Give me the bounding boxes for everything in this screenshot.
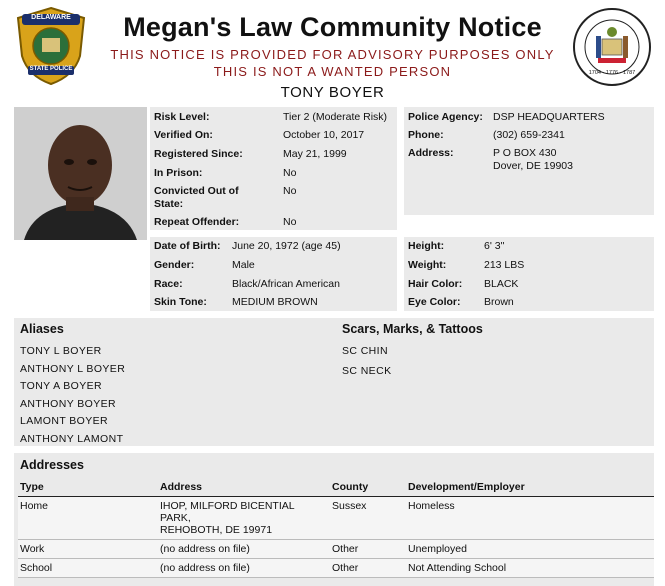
scars-heading: Scars, Marks, & Tattoos (342, 322, 483, 336)
not-wanted-notice: THIS IS NOT A WANTED PERSON (213, 64, 452, 79)
agency-value: DSP HEADQUARTERS (493, 111, 605, 123)
alias-item: ANTHONY LAMONT (20, 432, 124, 445)
in-prison-label: In Prison: (154, 167, 203, 179)
race-label: Race: (154, 278, 183, 290)
convicted-value: No (283, 185, 297, 197)
agency-label: Police Agency: (408, 111, 483, 123)
repeat-value: No (283, 216, 297, 228)
table-row (18, 497, 654, 540)
convicted-label-line2: State: (154, 198, 184, 210)
gender-value: Male (232, 259, 255, 271)
race-value: Black/African American (232, 278, 340, 290)
advisory-notice: THIS NOTICE IS PROVIDED FOR ADVISORY PURPOSES ONLY (110, 47, 555, 62)
skin-value: MEDIUM BROWN (232, 296, 318, 308)
registered-value: May 21, 1999 (283, 148, 347, 160)
aliases-heading: Aliases (20, 322, 64, 336)
address-cell (158, 497, 330, 540)
scar-item: SC CHIN (342, 345, 388, 357)
phone-label: Phone: (408, 129, 444, 141)
addresses-header-row (18, 478, 654, 497)
gender-label: Gender: (154, 259, 195, 271)
scars-list (342, 345, 642, 384)
weight-value: 213 LBS (484, 259, 525, 271)
verified-value: October 10, 2017 (283, 129, 365, 141)
addresses-table (18, 478, 654, 578)
address-county: Other (330, 540, 406, 559)
address-type: Work (18, 540, 158, 559)
address-type: School (18, 559, 158, 578)
offender-name: TONY BOYER (280, 84, 385, 101)
hair-label: Hair Color: (408, 278, 463, 290)
address-type: Home (18, 497, 158, 540)
repeat-label: Repeat Offender: (154, 216, 240, 228)
address-county: Sussex (330, 497, 406, 540)
risk-level-label: Risk Level: (154, 111, 210, 123)
address-county: Other (330, 559, 406, 578)
seal-years: 1704 · 1776 · 1787 (588, 70, 636, 76)
agency-address-label: Address: (408, 147, 454, 159)
table-row (18, 559, 654, 578)
address-line: IHOP, MILFORD BICENTIAL (160, 500, 295, 512)
addresses-heading: Addresses (20, 458, 84, 472)
badge-bottom-text: STATE POLICE (29, 66, 73, 72)
page-title: Megan's Law Community Notice (123, 12, 542, 42)
agency-panel (404, 107, 654, 215)
alias-item: ANTHONY L BOYER (20, 362, 126, 375)
dob-value: June 20, 1972 (age 45) (232, 240, 341, 252)
physical-panel (404, 237, 654, 311)
weight-label: Weight: (408, 259, 447, 271)
aliases-list (20, 345, 320, 451)
badge-top-text: DELAWARE (31, 14, 71, 21)
address-employer: Homeless (406, 497, 654, 540)
address-cell: (no address on file) (158, 559, 330, 578)
hair-value: BLACK (484, 278, 519, 290)
convicted-label-line1: Convicted Out of (154, 185, 239, 197)
address-line: PARK, (160, 512, 191, 524)
dob-label: Date of Birth: (154, 240, 221, 252)
alias-item: TONY L BOYER (20, 345, 102, 357)
registered-label: Registered Since: (154, 148, 243, 160)
skin-label: Skin Tone: (154, 296, 207, 308)
in-prison-value: No (283, 167, 297, 179)
risk-level-value: Tier 2 (Moderate Risk) (283, 111, 388, 123)
offender-photo (14, 107, 147, 240)
alias-item: LAMONT BOYER (20, 415, 109, 428)
column-header-address: Address (158, 478, 330, 497)
alias-item: ANTHONY BOYER (20, 397, 117, 410)
personal-panel (150, 237, 397, 311)
column-header-type: Type (18, 478, 158, 497)
phone-value: (302) 659-2341 (493, 129, 565, 141)
scar-item: SC NECK (342, 364, 392, 377)
address-line: REHOBOTH, DE 19971 (160, 524, 273, 536)
risk-panel (150, 107, 397, 230)
alias-item: TONY A BOYER (20, 380, 103, 393)
column-header-employer: Development/Employer (406, 478, 654, 497)
address-employer: Not Attending School (406, 559, 654, 578)
aliases-scars-panel (14, 318, 654, 446)
eye-label: Eye Color: (408, 296, 461, 308)
column-header-county: County (330, 478, 406, 497)
table-row (18, 540, 654, 559)
address-cell: (no address on file) (158, 540, 330, 559)
agency-address-line2: Dover, DE 19903 (493, 160, 573, 172)
eye-value: Brown (484, 296, 514, 308)
height-label: Height: (408, 240, 445, 252)
verified-label: Verified On: (154, 129, 213, 141)
height-value: 6' 3" (484, 240, 505, 252)
address-employer: Unemployed (406, 540, 654, 559)
agency-address-line1: P O BOX 430 (493, 147, 557, 159)
